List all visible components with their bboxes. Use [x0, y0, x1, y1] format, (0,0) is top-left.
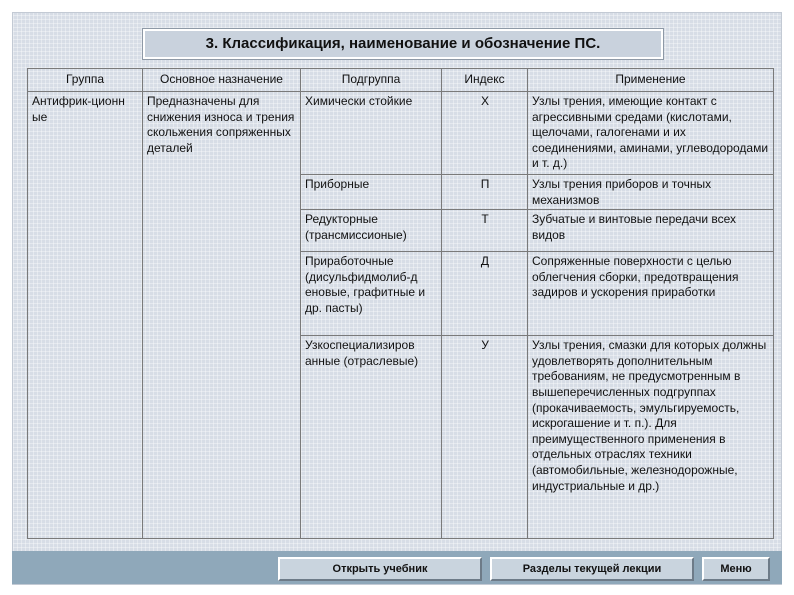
index-cell: Д	[442, 252, 528, 336]
index-cell: У	[442, 336, 528, 539]
open-textbook-button[interactable]: Открыть учебник	[278, 557, 482, 581]
application-cell: Узлы трения, имеющие контакт с агрессивными средами (кислотами, щелочами, галогенами и их соединениями, аминами, углеводородами и т. д.)	[528, 92, 774, 175]
application-cell: Узлы трения приборов и точных механизмов	[528, 175, 774, 210]
menu-button[interactable]: Меню	[702, 557, 770, 581]
subgroup-cell: Приборные	[301, 175, 442, 210]
application-cell: Сопряженные поверхности с целью облегчения сборки, предотвращения задиров и ускорения приработки	[528, 252, 774, 336]
header-group: Группа	[28, 69, 143, 92]
lecture-sections-button[interactable]: Разделы текущей лекции	[490, 557, 694, 581]
purpose-cell: Предназначены для снижения износа и трения скольжения сопряженных деталей	[143, 92, 301, 539]
application-cell: Зубчатые и винтовые передачи всех видов	[528, 210, 774, 252]
group-cell: Антифрик-ционн ые	[28, 92, 143, 539]
subgroup-cell: Редукторные (трансмиссионые)	[301, 210, 442, 252]
subgroup-cell: Приработочные (дисульфидмолиб-д еновые, графитные и др. пасты)	[301, 252, 442, 336]
table-row	[28, 92, 774, 175]
header-index: Индекс	[442, 69, 528, 92]
index-cell: П	[442, 175, 528, 210]
subgroup-cell: Узкоспециализиров анные (отраслевые)	[301, 336, 442, 539]
subgroup-cell: Химически стойкие	[301, 92, 442, 175]
slide-title: 3. Классификация, наименование и обозначение ПС.	[143, 29, 663, 59]
header-application: Применение	[528, 69, 774, 92]
classification-table	[27, 68, 774, 539]
header-purpose: Основное назначение	[143, 69, 301, 92]
index-cell: Т	[442, 210, 528, 252]
header-subgroup: Подгруппа	[301, 69, 442, 92]
table-header-row	[28, 69, 774, 92]
index-cell: Х	[442, 92, 528, 175]
application-cell: Узлы трения, смазки для которых должны удовлетворять дополнительным требованиям, не предусмотренным в вышеперечисленных подгруппах (прокачиваемость, эмульгируемость, искрогашение и т. п.). Для преимущественного применения в отдельных отраслях техники (автомобильные, железнодорожные, индустриальные и др.)	[528, 336, 774, 539]
